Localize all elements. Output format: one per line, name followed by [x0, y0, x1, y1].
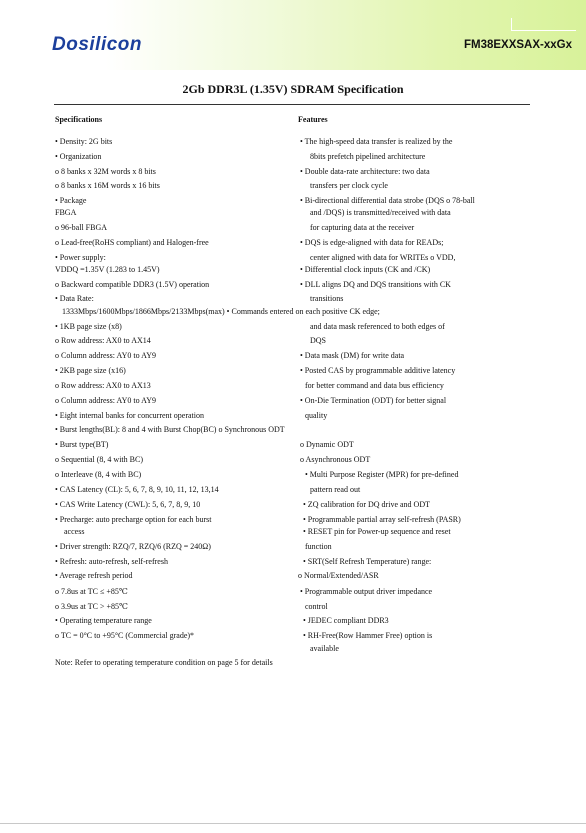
feature-line: • Double data-rate architecture: two data: [300, 167, 430, 176]
spec-line: o 8 banks x 16M words x 16 bits: [55, 181, 160, 190]
feature-line: control: [305, 602, 328, 611]
spec-line: o Row address: AX0 to AX14: [55, 336, 151, 345]
feature-line: 8bits prefetch pipelined architecture: [310, 152, 426, 161]
spec-line: VDDQ =1.35V (1.283 to 1.45V): [55, 265, 160, 274]
spec-line: • 1KB page size (x8): [55, 322, 122, 331]
feature-line: • On-Die Termination (ODT) for better signal: [300, 396, 447, 405]
feature-line: • DLL aligns DQ and DQS transitions with CK: [300, 280, 451, 289]
spec-line: • CAS Write Latency (CWL): 5, 6, 7, 8, 9, 10: [55, 500, 201, 509]
feature-line: pattern read out: [310, 485, 361, 494]
spec-line: • CAS Latency (CL): 5, 6, 7, 8, 9, 10, 11, 12, 13,14: [55, 485, 219, 494]
spec-line: o 7.8us at TC ≤ +85℃: [55, 587, 128, 596]
spec-line: o Column address: AY0 to AY9: [55, 351, 156, 360]
company-logo: Dosilicon: [52, 34, 143, 55]
feature-line: DQS: [310, 336, 327, 345]
feature-line: • Differential clock inputs (CK and /CK): [300, 265, 431, 274]
feature-line: and /DQS) is transmitted/received with data: [310, 208, 451, 217]
footer-rule: [0, 823, 586, 824]
spec-line: o 8 banks x 32M words x 8 bits: [55, 167, 156, 176]
feature-line: • Multi Purpose Register (MPR) for pre-defined: [305, 470, 459, 479]
feature-line: • SRT(Self Refresh Temperature) range:: [303, 557, 432, 566]
feature-line: and data mask referenced to both edges of: [310, 322, 445, 331]
spec-line: • Precharge: auto precharge option for each burst: [55, 515, 212, 524]
spec-line: • Eight internal banks for concurrent operation: [55, 411, 204, 420]
feature-line: quality: [305, 411, 328, 420]
document-title: 2Gb DDR3L (1.35V) SDRAM Specification: [182, 82, 404, 96]
spec-line: • Power supply:: [55, 253, 106, 262]
spec-line: o 3.9us at TC > +85℃: [55, 602, 128, 611]
feature-line: transfers per clock cycle: [310, 181, 388, 190]
footnote: Note: Refer to operating temperature condition on page 5 for details: [55, 658, 273, 667]
spec-line: o Backward compatible DDR3 (1.5V) operation: [55, 280, 210, 289]
spec-line: 1333Mbps/1600Mbps/1866Mbps/2133Mbps(max) • Commands entered on each positive CK edge;: [62, 307, 380, 316]
spec-line: o Row address: AX0 to AX13: [55, 381, 151, 390]
spec-line: access: [64, 527, 85, 536]
feature-line: • Bi-directional differential data strobe (DQS o 78-ball: [300, 196, 475, 205]
feature-line: • The high-speed data transfer is realized by the: [300, 137, 453, 146]
spec-line: • Average refresh period: [55, 571, 133, 580]
feature-line: for better command and data bus efficiency: [305, 381, 444, 390]
feature-line: • RH-Free(Row Hammer Free) option is: [303, 631, 433, 640]
spec-line: • Driver strength: RZQ/7, RZQ/6 (RZQ = 240Ω): [55, 542, 211, 551]
spec-line: o Column address: AY0 to AY9: [55, 396, 156, 405]
feature-line: center aligned with data for WRITEs o VDD,: [310, 253, 456, 262]
spec-line: • Refresh: auto-refresh, self-refresh: [55, 557, 168, 566]
feature-line: • Programmable output driver impedance: [300, 587, 433, 596]
feature-line: • Posted CAS by programmable additive latency: [300, 366, 456, 375]
feature-line: transitions: [310, 294, 344, 303]
spec-line: o Lead-free(RoHS compliant) and Halogen-free: [55, 238, 209, 247]
feature-line: o Normal/Extended/ASR: [298, 571, 379, 580]
feature-line: available: [310, 644, 339, 653]
spec-line: o Interleave (8, 4 with BC): [55, 470, 142, 479]
specifications-heading: Specifications: [55, 115, 103, 124]
spec-line: • Burst type(BT): [55, 440, 109, 449]
feature-line: • ZQ calibration for DQ drive and ODT: [303, 500, 430, 509]
feature-line: • Programmable partial array self-refresh (PASR): [303, 515, 461, 524]
feature-line: function: [305, 542, 332, 551]
spec-line: • Burst lengths(BL): 8 and 4 with Burst Chop(BC) o Synchronous ODT: [55, 425, 285, 434]
spec-line: • Operating temperature range: [55, 616, 152, 625]
spec-line: • Package: [55, 196, 87, 205]
feature-line: • RESET pin for Power-up sequence and reset: [303, 527, 451, 536]
spec-line: • 2KB page size (x16): [55, 366, 126, 375]
feature-line: • JEDEC compliant DDR3: [303, 616, 389, 625]
feature-line: o Asynchronous ODT: [300, 455, 371, 464]
spec-line: o Sequential (8, 4 with BC): [55, 455, 143, 464]
features-heading: Features: [298, 115, 328, 124]
feature-line: o Dynamic ODT: [300, 440, 354, 449]
spec-line: FBGA: [55, 208, 77, 217]
spec-line: o 96-ball FBGA: [55, 223, 107, 232]
part-number: FM38EXXSAX-xxGx: [463, 39, 572, 51]
feature-line: for capturing data at the receiver: [310, 223, 415, 232]
spec-line: o TC = 0°C to +95°C (Commercial grade)*: [55, 631, 195, 640]
spec-line: • Density: 2G bits: [55, 137, 113, 146]
feature-line: • DQS is edge-aligned with data for READs;: [300, 238, 444, 247]
title-rule: [54, 104, 530, 105]
feature-line: • Data mask (DM) for write data: [300, 351, 405, 360]
spec-line: • Organization: [55, 152, 102, 161]
spec-line: • Data Rate:: [55, 294, 94, 303]
header-notch: [511, 18, 576, 31]
